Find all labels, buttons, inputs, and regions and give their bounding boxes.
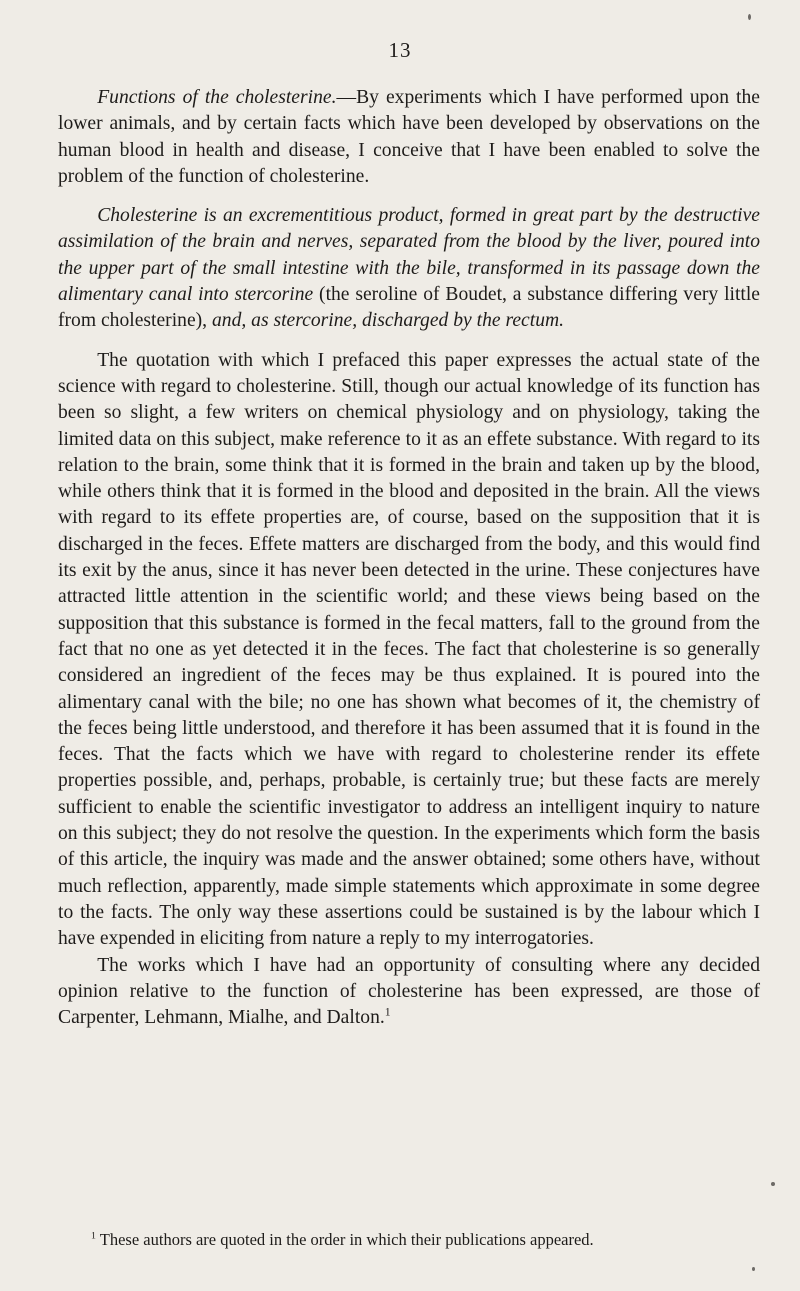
paragraph-functions-text: —By experiments which I have performed upon the lower animals, and by certain facts which have been developed by observations on the human blood in health and disease, I conceive that I have been enabled to solve the problem of the function of cholesterine.: [58, 87, 760, 187]
thesis-italic-part-a: Cholesterine is an excrementitious product, formed in great part by the destructive assimilation of the brain and nerves, separated from the blood by the liver, poured into the upper part of the small intestine with the bile, transformed in its passage down the alimentary canal into stercorine: [58, 205, 760, 306]
paragraph-quotation: The quotation with which I prefaced this paper expresses the actual state of the science with regard to cholesterine. Still, though our actual knowledge of its function has been so slight, a few writers on chemical physiology and on physiology, taking the limited data on this subject, make reference to it as an effete substance. With regard to its relation to the brain, some think that it is formed in the brain and taken up by the blood, while others think that it is formed in the blood and deposited in the brain. All the views with regard to its effete properties are, of course, based on the supposition that it is discharged in the feces. Effete matters are discharged from the body, and this would find its exit by the anus, since it has never been detected in the urine. These conjectures have attracted little attention in the scientific world; and these views being based on the supposition that this substance is formed in the fecal matters, fall to the ground from the fact that no one as yet detected it in the feces. The fact that cholesterine is so generally considered an ingredient of the feces may be thus explained. It is poured into the alimentary canal with the bile; no one has shown what becomes of it, the chemistry of the feces being little understood, and therefore it has been assumed that it is found in the feces. That the facts which we have with regard to cholesterine render its effete properties possible, and, perhaps, probable, is certainly true; but these facts are merely sufficient to enable the scientific investigator to address an intelligent inquiry to nature on this subject; they do not resolve the question. In the experiments which form the basis of this article, the inquiry was made and the answer obtained; some others have, without much reflection, apparently, made simple statements which approximate in some degree to the facts. The only way these assertions could be sustained is by the labour which I have expended in eliciting from nature a reply to my interrogatories.: [58, 349, 760, 950]
paragraph-works: [58, 953, 760, 1032]
footnote: [58, 1230, 760, 1250]
section-heading: Functions of the cholesterine.: [97, 87, 337, 108]
paragraph-works-text: The works which I have had an opportunity of consulting where any decided opinion relative to the function of cholesterine has been expressed, are those of Carpenter, Lehmann, Mialhe, and Dalton.: [58, 954, 760, 1029]
body-text: [58, 85, 760, 1031]
footnote-reference: 1: [384, 1005, 391, 1019]
paragraph-thesis: [58, 203, 760, 334]
thesis-roman-part: (the seroline of Boudet, a substance differing very little from cholesterine),: [58, 284, 760, 332]
print-speck-bottom: [752, 1267, 755, 1271]
print-speck-top: [748, 14, 751, 20]
paragraph-functions: [58, 85, 760, 190]
footnote-marker: 1: [91, 1230, 96, 1242]
thesis-italic-part-b: and, as stercorine, discharged by the rectum.: [211, 310, 565, 332]
page-number: 13: [388, 38, 412, 62]
footnote-text: These authors are quoted in the order in which their publications appeared.: [95, 1230, 594, 1249]
print-speck-margin: [771, 1182, 775, 1186]
